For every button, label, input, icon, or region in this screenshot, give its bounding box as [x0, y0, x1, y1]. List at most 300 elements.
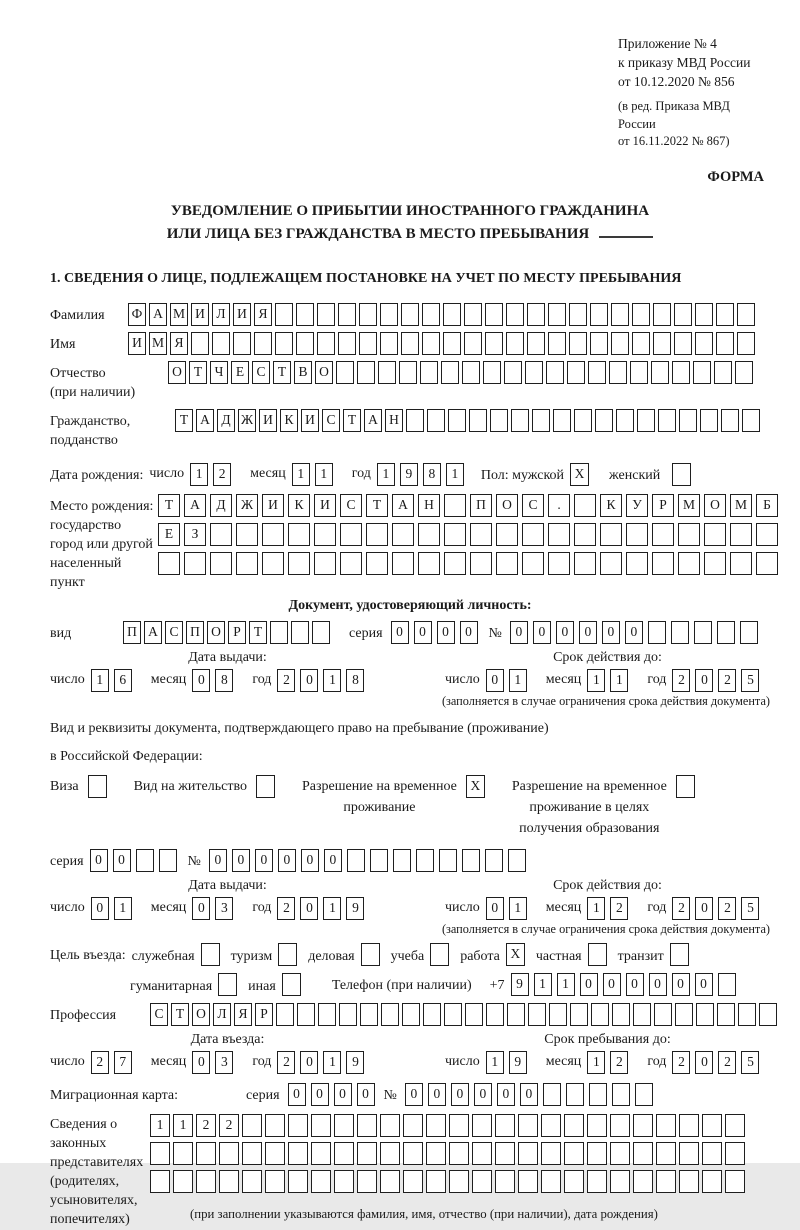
char-cell — [288, 552, 310, 575]
date-part-label: год — [647, 1054, 667, 1070]
date-cells — [587, 897, 633, 920]
char-cell: Л — [213, 1003, 231, 1026]
char-cell — [196, 1142, 216, 1165]
name-cells — [128, 332, 758, 355]
char-cell — [574, 409, 592, 432]
char-cell — [730, 523, 752, 546]
char-cell — [674, 303, 692, 326]
date-part-label: год — [351, 466, 371, 482]
char-cell: 7 — [114, 1051, 132, 1074]
char-cell — [347, 849, 365, 872]
char-cell: Я — [170, 332, 188, 355]
char-cell — [317, 332, 335, 355]
char-cell — [671, 621, 689, 644]
appendix-note-line: от 16.11.2022 № 867) — [618, 134, 730, 149]
char-cell — [626, 523, 648, 546]
char-cell: 8 — [423, 463, 441, 486]
char-cell — [737, 332, 755, 355]
date-cells — [192, 669, 238, 692]
char-cell — [485, 303, 503, 326]
purpose-option — [618, 943, 689, 967]
phone-prefix: +7 — [489, 978, 505, 994]
char-cell: О — [704, 494, 726, 517]
char-cell: Д — [217, 409, 235, 432]
char-cell — [714, 361, 732, 384]
char-cell — [426, 1142, 446, 1165]
char-cell — [700, 409, 718, 432]
char-cell: 2 — [718, 897, 736, 920]
char-cell — [518, 1170, 538, 1193]
birth-place-cells-3 — [158, 552, 782, 575]
char-cell — [564, 1114, 584, 1137]
char-cell: О — [315, 361, 333, 384]
purpose-label: Цель въезда: — [50, 948, 126, 964]
char-cell — [470, 523, 492, 546]
char-cell: Т — [343, 409, 361, 432]
char-cell — [422, 303, 440, 326]
checkbox — [670, 943, 689, 966]
migration-series-cells — [288, 1083, 380, 1106]
citizenship-label — [50, 409, 175, 451]
char-cell — [635, 1083, 653, 1106]
doc-series-cells — [391, 621, 483, 644]
char-cell: 6 — [114, 669, 132, 692]
representatives-cells-1 — [150, 1114, 748, 1137]
char-cell — [359, 332, 377, 355]
char-cell: 0 — [695, 897, 713, 920]
label-line: Гражданство, — [50, 414, 131, 430]
char-cell: 1 — [173, 1114, 193, 1137]
char-cell: 0 — [324, 849, 342, 872]
char-cell — [612, 1003, 630, 1026]
char-cell: О — [168, 361, 186, 384]
char-cell — [541, 1170, 561, 1193]
char-cell: 2 — [219, 1114, 239, 1137]
birth-date-fields — [149, 463, 468, 486]
purpose-option — [308, 943, 379, 967]
char-cell: 0 — [300, 1051, 318, 1074]
char-cell: 1 — [377, 463, 395, 486]
char-cell: 1 — [509, 669, 527, 692]
char-cell — [420, 361, 438, 384]
char-cell — [569, 332, 587, 355]
char-cell: К — [288, 494, 310, 517]
option-label: Разрешение на временное проживание — [301, 779, 457, 816]
char-cell — [339, 1003, 357, 1026]
char-cell — [652, 523, 674, 546]
char-cell — [716, 332, 734, 355]
char-cell: 8 — [346, 669, 364, 692]
appendix-line: Приложение № 4 — [618, 36, 717, 51]
issue-date-title: Дата выдачи: — [188, 650, 267, 666]
char-cell — [648, 621, 666, 644]
char-cell — [630, 361, 648, 384]
checkbox — [361, 943, 380, 966]
char-cell — [738, 1003, 756, 1026]
char-cell: 2 — [672, 897, 690, 920]
date-cells — [587, 669, 633, 692]
expiry-note: (заполняется в случае ограничения срока действия документа) — [441, 694, 770, 709]
char-cell: 1 — [292, 463, 310, 486]
patronymic-row — [50, 361, 770, 403]
char-cell: И — [233, 303, 251, 326]
date-part-label: месяц — [150, 900, 187, 916]
char-cell: Т — [189, 361, 207, 384]
char-cell: Ф — [128, 303, 146, 326]
char-cell — [357, 361, 375, 384]
char-cell — [591, 1003, 609, 1026]
char-cell — [465, 1003, 483, 1026]
option-label: гуманитарная — [130, 979, 213, 995]
char-cell — [426, 1114, 446, 1137]
char-cell: Р — [255, 1003, 273, 1026]
residence-series-row — [50, 849, 770, 872]
date-part-label: год — [647, 672, 667, 688]
char-cell — [418, 523, 440, 546]
char-cell: Е — [231, 361, 249, 384]
char-cell — [725, 1142, 745, 1165]
birth-place-cells-2 — [158, 523, 782, 546]
patronymic-cells — [168, 361, 756, 384]
char-cell — [486, 1003, 504, 1026]
char-cell: 0 — [625, 621, 643, 644]
date-part-label: месяц — [545, 672, 582, 688]
char-cell: 0 — [405, 1083, 423, 1106]
representatives-row — [50, 1112, 770, 1229]
option-label: служебная — [131, 949, 195, 965]
char-cell: 0 — [580, 973, 598, 996]
char-cell: 1 — [91, 669, 109, 692]
char-cell — [317, 303, 335, 326]
form-title-line2-wrap — [50, 223, 770, 246]
char-cell — [370, 849, 388, 872]
char-cell — [462, 849, 480, 872]
char-cell — [366, 523, 388, 546]
char-cell: 0 — [695, 973, 713, 996]
date-cells — [277, 1051, 369, 1074]
char-cell — [444, 494, 466, 517]
char-cell — [566, 1083, 584, 1106]
surname-cells — [128, 303, 758, 326]
date-cells — [377, 463, 469, 486]
char-cell: 1 — [150, 1114, 170, 1137]
char-cell — [399, 361, 417, 384]
char-cell — [549, 1003, 567, 1026]
char-cell — [318, 1003, 336, 1026]
char-cell: 0 — [474, 1083, 492, 1106]
char-cell — [265, 1142, 285, 1165]
issue-date-block — [50, 650, 405, 692]
char-cell: О — [207, 621, 225, 644]
char-cell — [311, 1142, 331, 1165]
label-line: усыновителях, — [50, 1193, 138, 1209]
char-cell — [242, 1170, 262, 1193]
char-cell: 0 — [626, 973, 644, 996]
char-cell: 1 — [190, 463, 208, 486]
residence-expiry-title: Срок действия до: — [553, 878, 662, 894]
checkbox — [282, 973, 301, 996]
char-cell — [401, 303, 419, 326]
char-cell — [742, 409, 760, 432]
char-cell: 1 — [446, 463, 464, 486]
citizenship-row — [50, 409, 770, 451]
char-cell — [569, 303, 587, 326]
entry-date-title: Дата въезда: — [190, 1032, 265, 1048]
char-cell — [444, 1003, 462, 1026]
date-cells — [672, 897, 764, 920]
option-label: туризм — [230, 949, 273, 965]
char-cell — [506, 332, 524, 355]
char-cell — [314, 552, 336, 575]
char-cell: М — [170, 303, 188, 326]
purpose-option — [460, 943, 525, 967]
section1-heading: 1. СВЕДЕНИЯ О ЛИЦЕ, ПОДЛЕЖАЩЕМ ПОСТАНОВКЕ НА УЧЕТ ПО МЕСТУ ПРЕБЫВАНИЯ — [50, 271, 682, 287]
char-cell: М — [730, 494, 752, 517]
char-cell: 9 — [400, 463, 418, 486]
char-cell — [721, 409, 739, 432]
char-cell — [270, 621, 288, 644]
date-cells — [486, 669, 532, 692]
date-part-label: месяц — [150, 1054, 187, 1070]
char-cell — [610, 1142, 630, 1165]
char-cell — [653, 303, 671, 326]
char-cell — [611, 303, 629, 326]
char-cell: 0 — [288, 1083, 306, 1106]
char-cell: 5 — [741, 1051, 759, 1074]
char-cell: В — [294, 361, 312, 384]
date-part-label: число — [50, 900, 85, 916]
char-cell: С — [340, 494, 362, 517]
char-cell — [695, 332, 713, 355]
char-cell — [679, 409, 697, 432]
char-cell — [694, 621, 712, 644]
char-cell — [469, 409, 487, 432]
char-cell — [679, 1142, 699, 1165]
char-cell: 0 — [672, 973, 690, 996]
char-cell — [633, 1142, 653, 1165]
char-cell — [392, 523, 414, 546]
char-cell — [472, 1114, 492, 1137]
residence-number-cells — [209, 849, 531, 872]
birth-place-label — [50, 494, 158, 592]
char-cell — [158, 552, 180, 575]
char-cell — [495, 1114, 515, 1137]
char-cell — [740, 621, 758, 644]
char-cell: . — [548, 494, 570, 517]
char-cell: 0 — [311, 1083, 329, 1106]
residence-issue-title: Дата выдачи: — [188, 878, 267, 894]
date-cells — [672, 669, 764, 692]
char-cell: 2 — [277, 669, 295, 692]
char-cell — [756, 523, 778, 546]
phone-label: Телефон (при наличии) — [331, 978, 472, 994]
stay-until-title: Срок пребывания до: — [544, 1032, 671, 1048]
birth-place-cells-1 — [158, 494, 782, 517]
char-cell: 1 — [486, 1051, 504, 1074]
char-cell: Т — [158, 494, 180, 517]
char-cell: 0 — [520, 1083, 538, 1106]
char-cell — [504, 361, 522, 384]
char-cell: 2 — [718, 1051, 736, 1074]
purpose-row2 — [130, 973, 770, 997]
char-cell: Б — [756, 494, 778, 517]
residence-intro-line2: в Российской Федерации: — [50, 749, 203, 765]
char-cell: 2 — [718, 669, 736, 692]
char-cell: 2 — [610, 1051, 628, 1074]
char-cell: 0 — [209, 849, 227, 872]
char-cell: Я — [234, 1003, 252, 1026]
char-cell: 2 — [610, 897, 628, 920]
char-cell — [672, 361, 690, 384]
char-cell — [495, 1170, 515, 1193]
residence-dates — [50, 878, 770, 920]
date-part-label: год — [252, 900, 272, 916]
char-cell: 9 — [346, 1051, 364, 1074]
char-cell — [196, 1170, 216, 1193]
char-cell: 0 — [437, 621, 455, 644]
issue-date-fields — [50, 669, 405, 692]
char-cell — [600, 523, 622, 546]
char-cell — [653, 332, 671, 355]
char-cell — [291, 621, 309, 644]
char-cell: С — [322, 409, 340, 432]
date-cells — [277, 897, 369, 920]
date-part-label: месяц — [150, 672, 187, 688]
char-cell — [340, 523, 362, 546]
char-cell: 0 — [649, 973, 667, 996]
char-cell — [609, 361, 627, 384]
char-cell — [522, 523, 544, 546]
char-cell — [340, 552, 362, 575]
char-cell — [444, 552, 466, 575]
char-cell — [695, 303, 713, 326]
char-cell — [288, 523, 310, 546]
char-cell — [401, 332, 419, 355]
char-cell: 3 — [215, 897, 233, 920]
option-label: учеба — [390, 949, 425, 965]
char-cell — [518, 1114, 538, 1137]
char-cell — [423, 1003, 441, 1026]
char-cell: 0 — [579, 621, 597, 644]
title-underline-blank — [599, 236, 653, 238]
label-line: попечителях) — [50, 1211, 130, 1227]
char-cell — [717, 1003, 735, 1026]
char-cell — [262, 523, 284, 546]
char-cell: 5 — [741, 897, 759, 920]
char-cell — [336, 361, 354, 384]
char-cell: 0 — [414, 621, 432, 644]
char-cell — [702, 1142, 722, 1165]
purpose-option — [130, 973, 237, 997]
char-cell — [296, 303, 314, 326]
char-cell — [464, 303, 482, 326]
char-cell — [679, 1114, 699, 1137]
char-cell: 0 — [695, 669, 713, 692]
char-cell: О — [192, 1003, 210, 1026]
representatives-cells-2 — [150, 1142, 748, 1165]
char-cell — [416, 849, 434, 872]
char-cell: 0 — [357, 1083, 375, 1106]
char-cell — [449, 1170, 469, 1193]
char-cell: К — [280, 409, 298, 432]
char-cell — [532, 409, 550, 432]
birth-place-row — [50, 494, 770, 592]
char-cell — [483, 361, 501, 384]
char-cell — [717, 621, 735, 644]
name-label: Имя — [50, 337, 76, 353]
char-cell: 2 — [277, 897, 295, 920]
char-cell — [242, 1142, 262, 1165]
option-label: Разрешение на временное проживание в целях получения образования — [511, 779, 667, 837]
char-cell — [589, 1083, 607, 1106]
char-cell — [759, 1003, 777, 1026]
char-cell — [314, 523, 336, 546]
profession-row — [50, 1003, 770, 1026]
char-cell: 0 — [113, 849, 131, 872]
char-cell — [522, 552, 544, 575]
sex-female-label: женский — [609, 468, 661, 484]
char-cell — [150, 1170, 170, 1193]
migration-series-label: серия — [246, 1088, 280, 1104]
purpose-option — [248, 973, 301, 997]
char-cell: 2 — [91, 1051, 109, 1074]
char-cell: 1 — [587, 897, 605, 920]
char-cell — [380, 1114, 400, 1137]
date-part-label: число — [149, 466, 185, 482]
char-cell — [496, 523, 518, 546]
char-cell — [507, 1003, 525, 1026]
expiry-date-fields — [445, 669, 770, 692]
char-cell: 1 — [509, 897, 527, 920]
char-cell — [418, 552, 440, 575]
checkbox — [256, 775, 275, 798]
char-cell: 2 — [672, 669, 690, 692]
char-cell: С — [165, 621, 183, 644]
char-cell: 2 — [213, 463, 231, 486]
char-cell: А — [392, 494, 414, 517]
date-cells — [190, 463, 236, 486]
appendix-note-line: (в ред. Приказа МВД России — [618, 99, 730, 131]
date-part-label: месяц — [545, 1054, 582, 1070]
purpose-options-line1 — [132, 943, 700, 967]
char-cell: 1 — [315, 463, 333, 486]
char-cell — [679, 1170, 699, 1193]
char-cell: 0 — [486, 897, 504, 920]
char-cell — [276, 1003, 294, 1026]
identity-doc-heading: Документ, удостоверяющий личность: — [288, 598, 532, 614]
residence-intro — [50, 715, 770, 771]
date-cells — [192, 1051, 238, 1074]
char-cell — [600, 552, 622, 575]
char-cell — [737, 303, 755, 326]
char-cell: Р — [228, 621, 246, 644]
purpose-row — [50, 943, 770, 967]
char-cell — [265, 1170, 285, 1193]
date-part-label: год — [252, 1054, 272, 1070]
phone-cells — [511, 973, 741, 996]
date-cells — [672, 1051, 764, 1074]
char-cell: Т — [273, 361, 291, 384]
char-cell: 0 — [300, 669, 318, 692]
residence-options — [50, 775, 770, 839]
checkbox — [218, 973, 237, 996]
char-cell: 0 — [91, 897, 109, 920]
char-cell: З — [184, 523, 206, 546]
char-cell — [288, 1114, 308, 1137]
label-line: государство — [50, 517, 122, 533]
char-cell — [296, 332, 314, 355]
char-cell: Е — [158, 523, 180, 546]
